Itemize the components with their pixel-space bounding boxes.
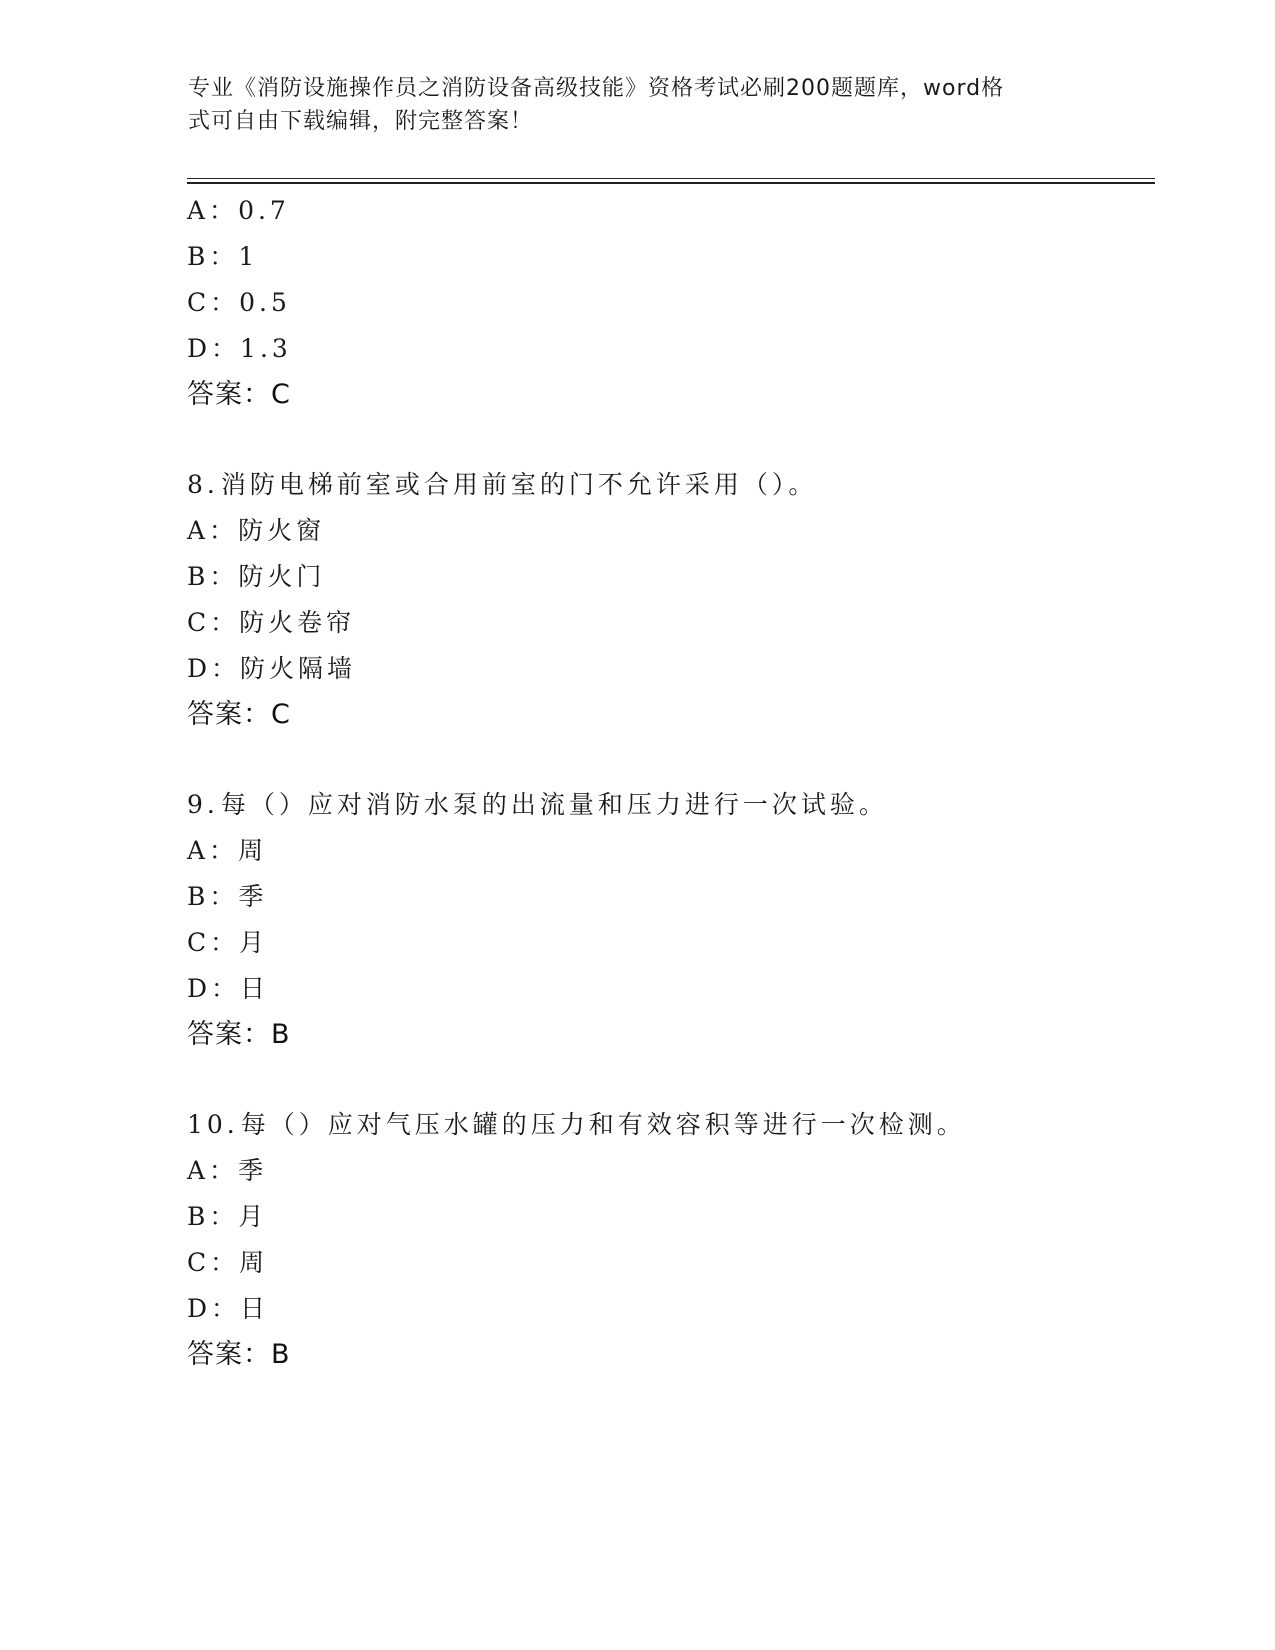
document-header xyxy=(188,72,1068,138)
option-label: B： xyxy=(187,242,239,271)
option-label: A： xyxy=(187,836,239,865)
option-text: 防火窗 xyxy=(238,516,326,545)
option-label: A： xyxy=(187,516,239,545)
option-label: D： xyxy=(187,654,241,683)
option-a xyxy=(187,508,1147,554)
option-a xyxy=(187,188,1147,234)
option-label: D： xyxy=(187,974,241,1003)
question-text: 每（）应对气压水罐的压力和有效容积等进行一次检测。 xyxy=(240,1110,966,1139)
answer-line: 答案：B xyxy=(187,1019,291,1050)
question-block xyxy=(187,1102,1147,1378)
option-text: 月 xyxy=(238,1202,268,1231)
header-line-2: 式可自由下载编辑，附完整答案！ xyxy=(188,109,534,134)
question-block xyxy=(187,782,1147,1058)
header-line-1: 专业《消防设施操作员之消防设备高级技能》资格考试必刷200题题库，word格 xyxy=(188,76,1005,101)
question-number: 10. xyxy=(187,1110,239,1139)
question-block xyxy=(187,462,1147,738)
option-text: 周 xyxy=(238,836,268,865)
option-d xyxy=(187,1286,1147,1332)
option-label: B： xyxy=(187,562,239,591)
option-b xyxy=(187,234,1147,280)
option-text: 日 xyxy=(240,974,270,1003)
option-label: D： xyxy=(187,1294,241,1323)
question-block-partial xyxy=(187,188,1147,418)
header-divider-thick xyxy=(187,182,1155,184)
option-c xyxy=(187,920,1147,966)
option-text: 0.5 xyxy=(239,288,291,317)
option-c xyxy=(187,600,1147,646)
option-c xyxy=(187,280,1147,326)
question-stem xyxy=(187,462,1147,508)
option-b xyxy=(187,554,1147,600)
option-text: 季 xyxy=(238,882,268,911)
option-c xyxy=(187,1240,1147,1286)
option-b xyxy=(187,874,1147,920)
question-number: 9. xyxy=(187,790,219,819)
option-d xyxy=(187,966,1147,1012)
option-text: 防火门 xyxy=(238,562,326,591)
question-list xyxy=(187,188,1147,1378)
option-text: 月 xyxy=(239,928,269,957)
option-text: 1 xyxy=(238,242,259,271)
option-label: A： xyxy=(187,1156,239,1185)
option-b xyxy=(187,1194,1147,1240)
answer-line: 答案：B xyxy=(187,1339,291,1370)
question-stem xyxy=(187,1102,1147,1148)
option-d xyxy=(187,326,1147,372)
answer-line: 答案：C xyxy=(187,379,291,410)
question-text: 每（）应对消防水泵的出流量和压力进行一次试验。 xyxy=(220,790,888,819)
option-text: 1.3 xyxy=(240,334,292,363)
option-label: C： xyxy=(187,1248,240,1277)
option-a xyxy=(187,828,1147,874)
option-text: 防火卷帘 xyxy=(239,608,356,637)
option-text: 防火隔墙 xyxy=(240,654,357,683)
option-label: C： xyxy=(187,928,240,957)
option-d xyxy=(187,646,1147,692)
question-number: 8. xyxy=(187,470,219,499)
question-stem xyxy=(187,782,1147,828)
header-divider-thin xyxy=(187,178,1155,179)
option-label: A： xyxy=(187,196,239,225)
option-text: 日 xyxy=(240,1294,270,1323)
option-text: 0.7 xyxy=(238,196,290,225)
option-label: C： xyxy=(187,288,240,317)
option-label: C： xyxy=(187,608,240,637)
question-text: 消防电梯前室或合用前室的门不允许采用（）。 xyxy=(220,470,818,499)
option-text: 季 xyxy=(238,1156,268,1185)
option-a xyxy=(187,1148,1147,1194)
option-text: 周 xyxy=(239,1248,269,1277)
option-label: B： xyxy=(187,882,239,911)
option-label: D： xyxy=(187,334,241,363)
option-label: B： xyxy=(187,1202,239,1231)
answer-line: 答案：C xyxy=(187,699,291,730)
